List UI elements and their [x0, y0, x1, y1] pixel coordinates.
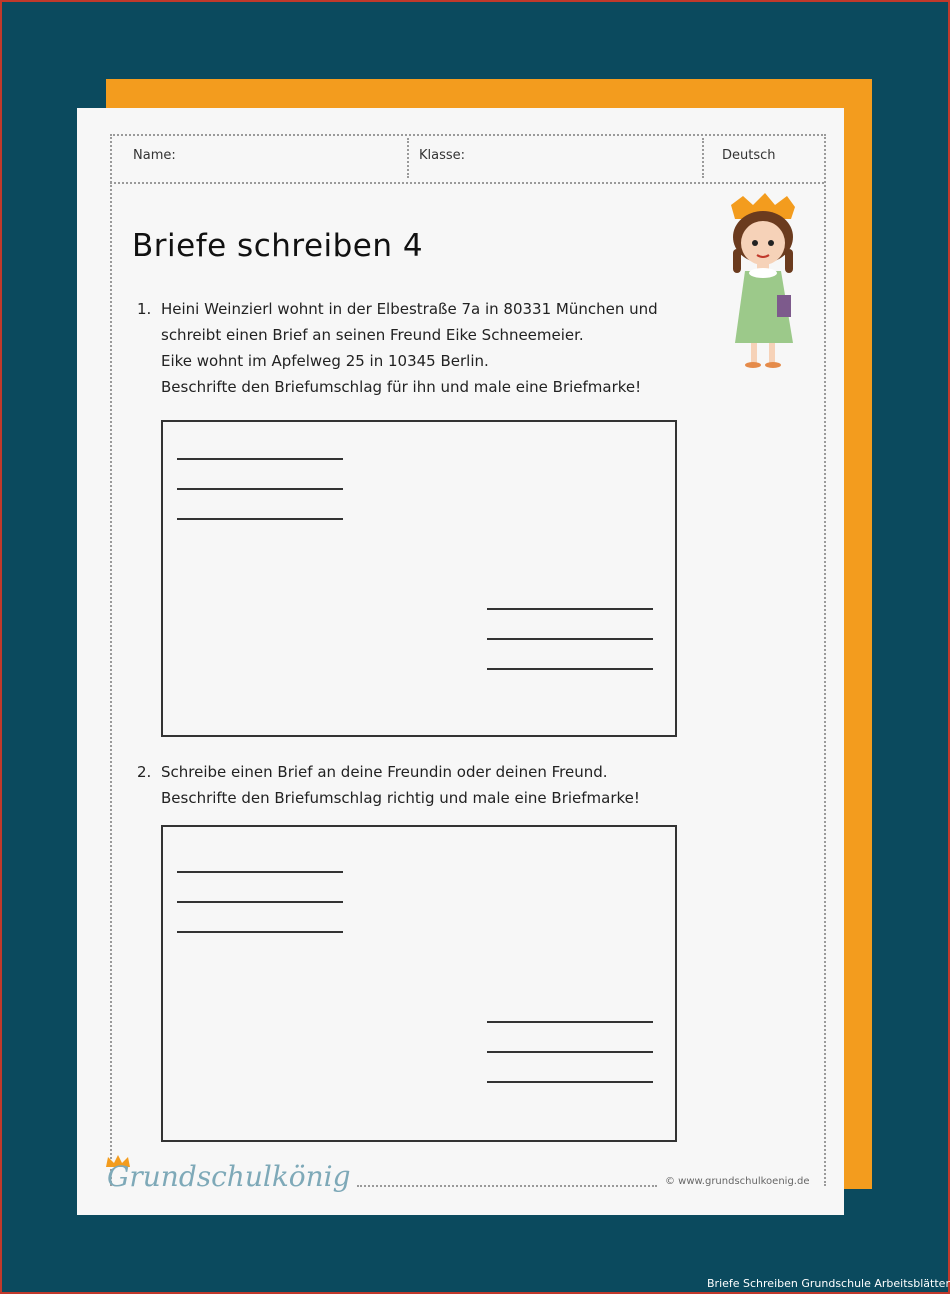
recipient-line	[487, 608, 653, 610]
sender-line	[177, 488, 343, 490]
image-caption: Briefe Schreiben Grundschule Arbeitsblätter	[707, 1277, 950, 1290]
subject-label: Deutsch	[722, 148, 776, 163]
task-text-line: Eike wohnt im Apfelweg 25 in 10345 Berlin.	[161, 352, 489, 370]
envelope-2	[161, 825, 677, 1142]
recipient-line	[487, 668, 653, 670]
header-row	[110, 134, 824, 184]
recipient-line	[487, 638, 653, 640]
class-label: Klasse:	[419, 148, 466, 163]
sender-line	[177, 518, 343, 520]
recipient-line	[487, 1021, 653, 1023]
task-text-line: Beschrifte den Briefumschlag für ihn und male eine Briefmarke!	[161, 378, 642, 396]
header-divider	[407, 138, 409, 178]
sender-line	[177, 458, 343, 460]
worksheet	[77, 108, 844, 1215]
page-title: Briefe schreiben 4	[132, 228, 424, 264]
envelope-1	[161, 420, 677, 737]
sender-line	[177, 871, 343, 873]
brand-logo: Grundschulkönig	[107, 1160, 351, 1193]
sender-line	[177, 901, 343, 903]
task-number: 2.	[137, 763, 152, 781]
header-divider	[702, 138, 704, 178]
task-text-line: Schreibe einen Brief an deine Freundin oder deinen Freund.	[161, 763, 608, 781]
task-number: 1.	[137, 300, 152, 318]
girl-with-crown-illustration	[727, 193, 817, 373]
task-text-line: Heini Weinzierl wohnt in der Elbestraße 7a in 80331 München und	[161, 300, 658, 318]
footer-divider	[357, 1185, 657, 1187]
task-text-line: Beschrifte den Briefumschlag richtig und male eine Briefmarke!	[161, 789, 640, 807]
footer-url: © www.grundschulkoenig.de	[665, 1176, 810, 1187]
recipient-line	[487, 1051, 653, 1053]
task-text-line: schreibt einen Brief an seinen Freund Eike Schneemeier.	[161, 326, 584, 344]
name-label: Name:	[133, 148, 176, 163]
recipient-line	[487, 1081, 653, 1083]
sender-line	[177, 931, 343, 933]
